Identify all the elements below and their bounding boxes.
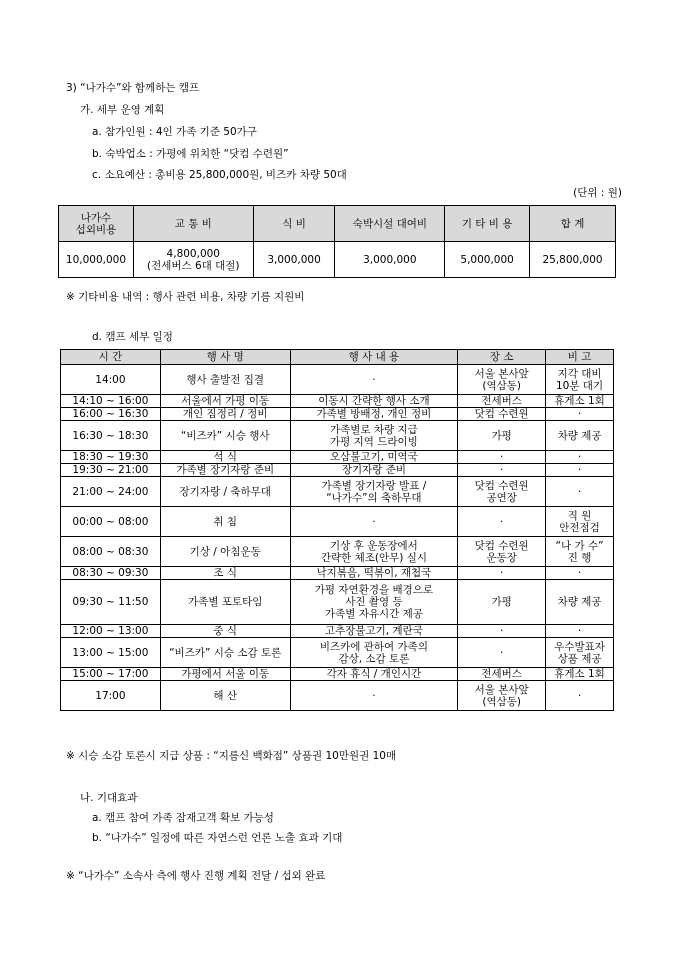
- schedule-cell: 비즈카에 관하여 가족의 감상, 소감 토론: [290, 638, 458, 668]
- schedule-cell: 낙지볶음, 떡볶이, 재첩국: [290, 567, 458, 580]
- schedule-cell: 행사 출발전 집결: [160, 365, 290, 395]
- schedule-cell: 14:10 ~ 16:00: [61, 395, 161, 408]
- budget-header: 기 타 비 용: [445, 206, 530, 242]
- budget-cell: 3,000,000: [335, 242, 445, 278]
- plan-item: c. 소요예산 : 총비용 25,800,000원, 비즈카 차량 50대: [92, 169, 347, 181]
- budget-cell: 3,000,000: [253, 242, 335, 278]
- schedule-cell: 18:30 ~ 19:30: [61, 451, 161, 464]
- schedule-cell: 차량 제공: [546, 580, 614, 625]
- schedule-cell: 08:30 ~ 09:30: [61, 567, 161, 580]
- schedule-cell: 닷컴 수련원 운동장: [458, 537, 546, 567]
- schedule-cell: ·: [290, 681, 458, 711]
- schedule-cell: 각자 휴식 / 개인시간: [290, 668, 458, 681]
- schedule-row: [61, 638, 614, 668]
- schedule-cell: 전세버스: [458, 668, 546, 681]
- schedule-cell: ·: [458, 638, 546, 668]
- schedule-row: [61, 681, 614, 711]
- schedule-cell: ·: [290, 507, 458, 537]
- schedule-cell: 09:30 ~ 11:50: [61, 580, 161, 625]
- schedule-row: [61, 408, 614, 421]
- schedule-cell: 16:30 ~ 18:30: [61, 421, 161, 451]
- schedule-cell: 해 산: [160, 681, 290, 711]
- schedule-cell: ·: [546, 681, 614, 711]
- schedule-cell: 조 식: [160, 567, 290, 580]
- schedule-cell: 15:00 ~ 17:00: [61, 668, 161, 681]
- budget-header: 합 계: [530, 206, 616, 242]
- schedule-cell: ·: [546, 464, 614, 477]
- schedule-cell: ·: [290, 365, 458, 395]
- schedule-cell: 고추장불고기, 계란국: [290, 625, 458, 638]
- schedule-cell: “비즈카” 시승 행사: [160, 421, 290, 451]
- schedule-cell: 휴게소 1회: [546, 668, 614, 681]
- subsection-na: 나. 기대효과: [80, 792, 138, 804]
- schedule-header: 행 사 내 용: [290, 350, 458, 365]
- schedule-cell: 16:00 ~ 16:30: [61, 408, 161, 421]
- schedule-cell: 가평 자연환경을 배경으로 사진 촬영 등 가족별 자유시간 제공: [290, 580, 458, 625]
- schedule-cell: 직 원 안전점검: [546, 507, 614, 537]
- budget-note: ※ 기타비용 내역 : 행사 관련 비용, 차량 기름 지원비: [66, 291, 305, 303]
- schedule-header: 시 간: [61, 350, 161, 365]
- section-title: 3) “나가수”와 함께하는 캠프: [66, 82, 200, 94]
- schedule-cell: “나 가 수” 진 행: [546, 537, 614, 567]
- schedule-cell: 전세버스: [458, 395, 546, 408]
- schedule-row: [61, 421, 614, 451]
- schedule-cell: ·: [546, 408, 614, 421]
- schedule-cell: 기상 후 운동장에서 간략한 체조(안무) 실시: [290, 537, 458, 567]
- schedule-cell: 14:00: [61, 365, 161, 395]
- budget-cell: 4,800,000 (전세버스 6대 대절): [133, 242, 253, 278]
- schedule-cell: 17:00: [61, 681, 161, 711]
- schedule-header: 장 소: [458, 350, 546, 365]
- schedule-cell: 석 식: [160, 451, 290, 464]
- schedule-row: [61, 507, 614, 537]
- budget-cell: 10,000,000: [59, 242, 134, 278]
- schedule-header: 행 사 명: [160, 350, 290, 365]
- schedule-cell: 장기자랑 / 축하무대: [160, 477, 290, 507]
- schedule-row: [61, 451, 614, 464]
- schedule-cell: 가족별 장기자랑 준비: [160, 464, 290, 477]
- schedule-cell: 지각 대비 10분 대기: [546, 365, 614, 395]
- schedule-cell: “비즈카” 시승 소감 토론: [160, 638, 290, 668]
- schedule-cell: ·: [458, 464, 546, 477]
- schedule-table: [60, 349, 614, 711]
- schedule-cell: 서울에서 가평 이동: [160, 395, 290, 408]
- schedule-cell: 가평: [458, 580, 546, 625]
- schedule-note: ※ 시승 소감 토론시 지급 상품 : “지름신 백화점” 상품권 10만원권 10매: [66, 750, 397, 762]
- schedule-cell: 가평: [458, 421, 546, 451]
- schedule-cell: 가족별 포토타임: [160, 580, 290, 625]
- schedule-cell: 장기자랑 준비: [290, 464, 458, 477]
- schedule-cell: 이동시 간략한 행사 소개: [290, 395, 458, 408]
- schedule-title: d. 캠프 세부 일정: [92, 331, 173, 343]
- schedule-cell: 00:00 ~ 08:00: [61, 507, 161, 537]
- schedule-row: [61, 395, 614, 408]
- subsection-ga: 가. 세부 운영 계획: [80, 104, 165, 116]
- budget-header: 나가수 섭외비용: [59, 206, 134, 242]
- schedule-cell: 가족별 방배정, 개인 정비: [290, 408, 458, 421]
- budget-cell: 5,000,000: [445, 242, 530, 278]
- schedule-row: [61, 580, 614, 625]
- schedule-cell: 19:30 ~ 21:00: [61, 464, 161, 477]
- schedule-cell: 기상 / 아침운동: [160, 537, 290, 567]
- schedule-cell: 우수발표자 상품 제공: [546, 638, 614, 668]
- schedule-cell: ·: [458, 451, 546, 464]
- schedule-cell: 가족별 장기자랑 발표 / “나가수”의 축하무대: [290, 477, 458, 507]
- schedule-cell: 중 식: [160, 625, 290, 638]
- schedule-cell: 휴게소 1회: [546, 395, 614, 408]
- budget-header: 숙박시설 대여비: [335, 206, 445, 242]
- schedule-cell: 가평에서 서울 이동: [160, 668, 290, 681]
- plan-item: a. 참가인원 : 4인 가족 기준 50가구: [92, 126, 257, 138]
- schedule-cell: ·: [546, 567, 614, 580]
- schedule-row: [61, 537, 614, 567]
- budget-header: 식 비: [253, 206, 335, 242]
- schedule-row: [61, 365, 614, 395]
- schedule-row: [61, 567, 614, 580]
- unit-label: (단위 : 원): [573, 187, 622, 199]
- schedule-row: [61, 625, 614, 638]
- schedule-cell: 08:00 ~ 08:30: [61, 537, 161, 567]
- schedule-cell: 서울 본사앞 (역삼동): [458, 681, 546, 711]
- schedule-cell: 12:00 ~ 13:00: [61, 625, 161, 638]
- schedule-cell: 닷컴 수련원 공연장: [458, 477, 546, 507]
- schedule-cell: 서울 본사앞 (역삼동): [458, 365, 546, 395]
- schedule-cell: ·: [546, 477, 614, 507]
- schedule-cell: 13:00 ~ 15:00: [61, 638, 161, 668]
- effect-item: b. “나가수” 일정에 따른 자연스런 언론 노출 효과 기대: [92, 832, 343, 844]
- schedule-cell: ·: [546, 625, 614, 638]
- schedule-cell: ·: [458, 507, 546, 537]
- schedule-cell: 차량 제공: [546, 421, 614, 451]
- schedule-cell: 취 침: [160, 507, 290, 537]
- schedule-cell: 가족별로 차량 지급 가평 지역 드라이빙: [290, 421, 458, 451]
- schedule-cell: ·: [458, 625, 546, 638]
- schedule-header: 비 고: [546, 350, 614, 365]
- schedule-cell: 닷컴 수련원: [458, 408, 546, 421]
- effect-item: a. 캠프 참여 가족 잠재고객 확보 가능성: [92, 812, 274, 824]
- budget-cell: 25,800,000: [530, 242, 616, 278]
- budget-table: [58, 205, 616, 278]
- schedule-cell: 개인 짐정리 / 정비: [160, 408, 290, 421]
- schedule-row: [61, 668, 614, 681]
- plan-item: b. 숙박업소 : 가평에 위치한 “닷컴 수련원”: [92, 148, 289, 160]
- schedule-cell: 21:00 ~ 24:00: [61, 477, 161, 507]
- budget-header: 교 통 비: [133, 206, 253, 242]
- schedule-row: [61, 464, 614, 477]
- final-note: ※ “나가수” 소속사 측에 행사 진행 계획 전달 / 섭외 완료: [66, 870, 326, 882]
- schedule-row: [61, 477, 614, 507]
- schedule-cell: 오삼불고기, 미역국: [290, 451, 458, 464]
- schedule-cell: ·: [546, 451, 614, 464]
- schedule-cell: ·: [458, 567, 546, 580]
